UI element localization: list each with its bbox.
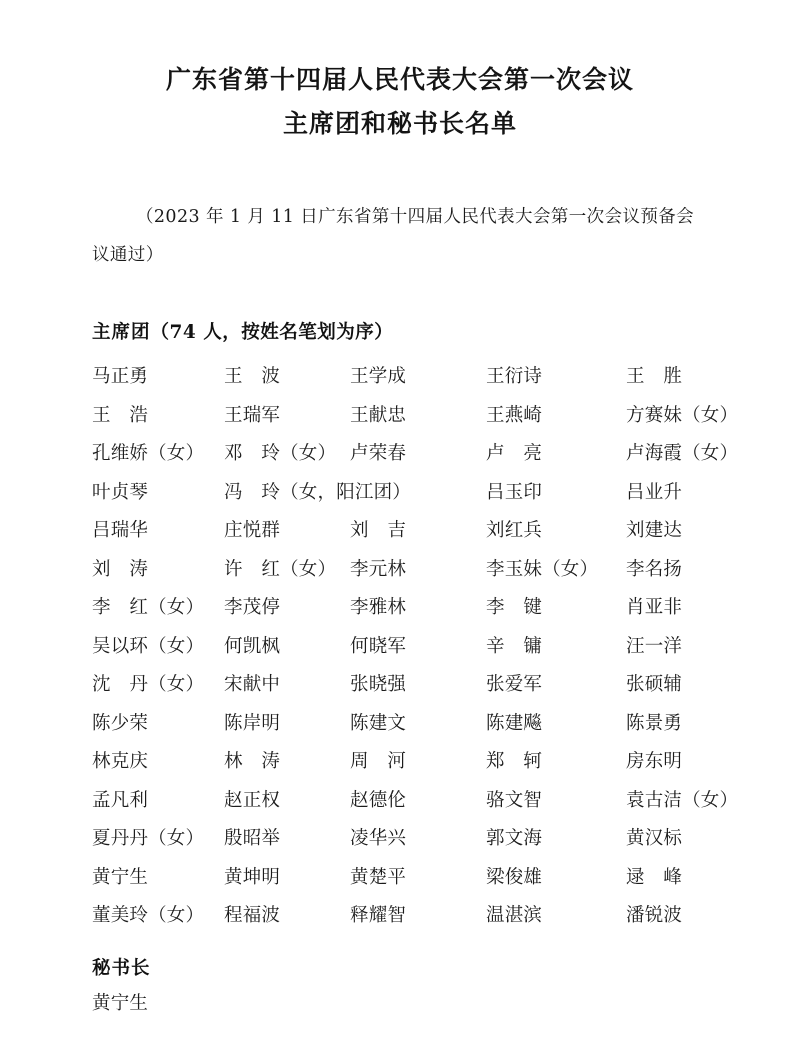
name-cell: 王衍诗 [486,366,543,387]
name-cell: 林 涛 [224,751,281,772]
name-cell: 夏丹丹（女） [92,828,205,849]
name-cell: 王 波 [224,366,281,387]
name-cell: 赵德伦 [350,789,407,811]
name-cell: 何凯枫 [224,635,281,657]
name-cell: 陈少荣 [92,712,149,734]
name-cell: 陈景勇 [626,712,683,734]
name-cell: 刘建达 [626,520,683,541]
name-cell: 殷昭举 [224,828,281,849]
name-cell: 冯 玲（女，阳江团） [224,481,412,503]
name-cell: 汪一洋 [626,635,683,657]
name-cell: 张爱军 [486,674,543,695]
name-cell: 郭文海 [486,828,543,849]
table-row [92,705,758,744]
presidium-name-table [92,358,758,936]
name-cell: 陈建飚 [486,712,543,734]
name-cell: 刘 吉 [350,520,407,541]
presidium-heading-count: （74 人，按姓名笔划为序） [150,322,394,343]
presidium-heading [92,318,708,348]
table-row [92,397,758,436]
name-cell: 卢 亮 [486,443,543,464]
name-cell: 潘锐波 [626,905,683,926]
name-cell: 宋献中 [224,674,281,695]
name-cell: 刘红兵 [486,520,543,541]
table-row [92,474,758,513]
name-cell: 程福波 [224,905,281,926]
name-cell: 许 红（女） [224,558,337,580]
name-cell: 卢海霞（女） [626,443,739,464]
name-cell: 叶贞琴 [92,481,149,503]
name-cell: 黄宁生 [92,866,149,888]
name-cell: 释耀智 [350,905,407,926]
name-cell: 李 红（女） [92,597,205,618]
name-cell: 林克庆 [92,751,149,772]
name-cell: 李雅林 [350,597,407,618]
name-cell: 周 河 [350,751,407,772]
name-cell: 庄悦群 [224,520,281,541]
table-row [92,666,758,705]
name-cell: 郑 轲 [486,751,543,772]
name-cell: 吴以环（女） [92,635,205,657]
table-row [92,628,758,667]
name-cell: 方赛妹（女） [626,404,739,426]
name-cell: 卢荣春 [350,443,407,464]
name-cell: 张晓强 [350,674,407,695]
table-row [92,589,758,628]
name-cell: 梁俊雄 [486,866,543,888]
name-cell: 黄楚平 [350,866,407,888]
name-cell: 李元林 [350,558,407,580]
name-cell: 董美玲（女） [92,905,205,926]
name-cell: 陈建文 [350,712,407,734]
name-cell: 王 浩 [92,404,149,426]
name-cell: 王 胜 [626,366,683,387]
name-cell: 李茂停 [224,597,281,618]
name-cell: 黄坤明 [224,866,281,888]
name-cell: 吕瑞华 [92,520,149,541]
name-cell: 黄汉标 [626,828,683,849]
name-cell: 李名扬 [626,558,683,580]
name-cell: 刘 涛 [92,558,149,580]
secretary-general-name: 黄宁生 [92,992,149,1014]
table-row [92,820,758,859]
name-cell: 何晓军 [350,635,407,657]
page-title-line-2: 主席团和秘书长名单 [282,109,517,138]
name-cell: 孔维娇（女） [92,443,205,464]
table-row [92,512,758,551]
name-cell: 王燕崎 [486,404,543,426]
presidium-heading-label: 主席团 [92,322,151,343]
name-cell: 张硕辅 [626,674,683,695]
name-cell: 王学成 [350,366,407,387]
document-subtitle: （2023 年 1 月 11 日广东省第十四届人民代表大会第一次会议预备会议通过） [92,207,695,265]
table-row [92,897,758,936]
table-row [92,551,758,590]
name-cell: 吕业升 [626,481,683,503]
name-cell: 吕玉印 [486,481,543,503]
name-cell: 李玉妹（女） [486,558,599,580]
table-row [92,435,758,474]
name-cell: 马正勇 [92,366,149,387]
name-cell: 陈岸明 [224,712,281,734]
name-cell: 王瑞军 [224,404,281,426]
table-row [92,859,758,898]
name-cell: 肖亚非 [626,597,683,618]
page-title-line-1: 广东省第十四届人民代表大会第一次会议 [165,65,634,94]
table-row [92,782,758,821]
page-title [92,58,708,146]
name-cell: 骆文智 [486,789,543,811]
name-cell: 凌华兴 [350,828,407,849]
name-cell: 袁古洁（女） [626,789,739,811]
secretary-general-heading: 秘书长 [92,957,151,979]
name-cell: 邓 玲（女） [224,443,337,464]
name-cell: 赵正权 [224,789,281,811]
table-row [92,358,758,397]
name-cell: 李 键 [486,597,543,618]
table-row [92,743,758,782]
name-cell: 孟凡利 [92,789,149,811]
name-cell: 温湛滨 [486,905,543,926]
name-cell: 沈 丹（女） [92,674,205,695]
name-cell: 辛 镛 [486,635,543,657]
name-cell: 逯 峰 [626,866,683,888]
name-cell: 王献忠 [350,404,407,426]
name-cell: 房东明 [626,751,683,772]
